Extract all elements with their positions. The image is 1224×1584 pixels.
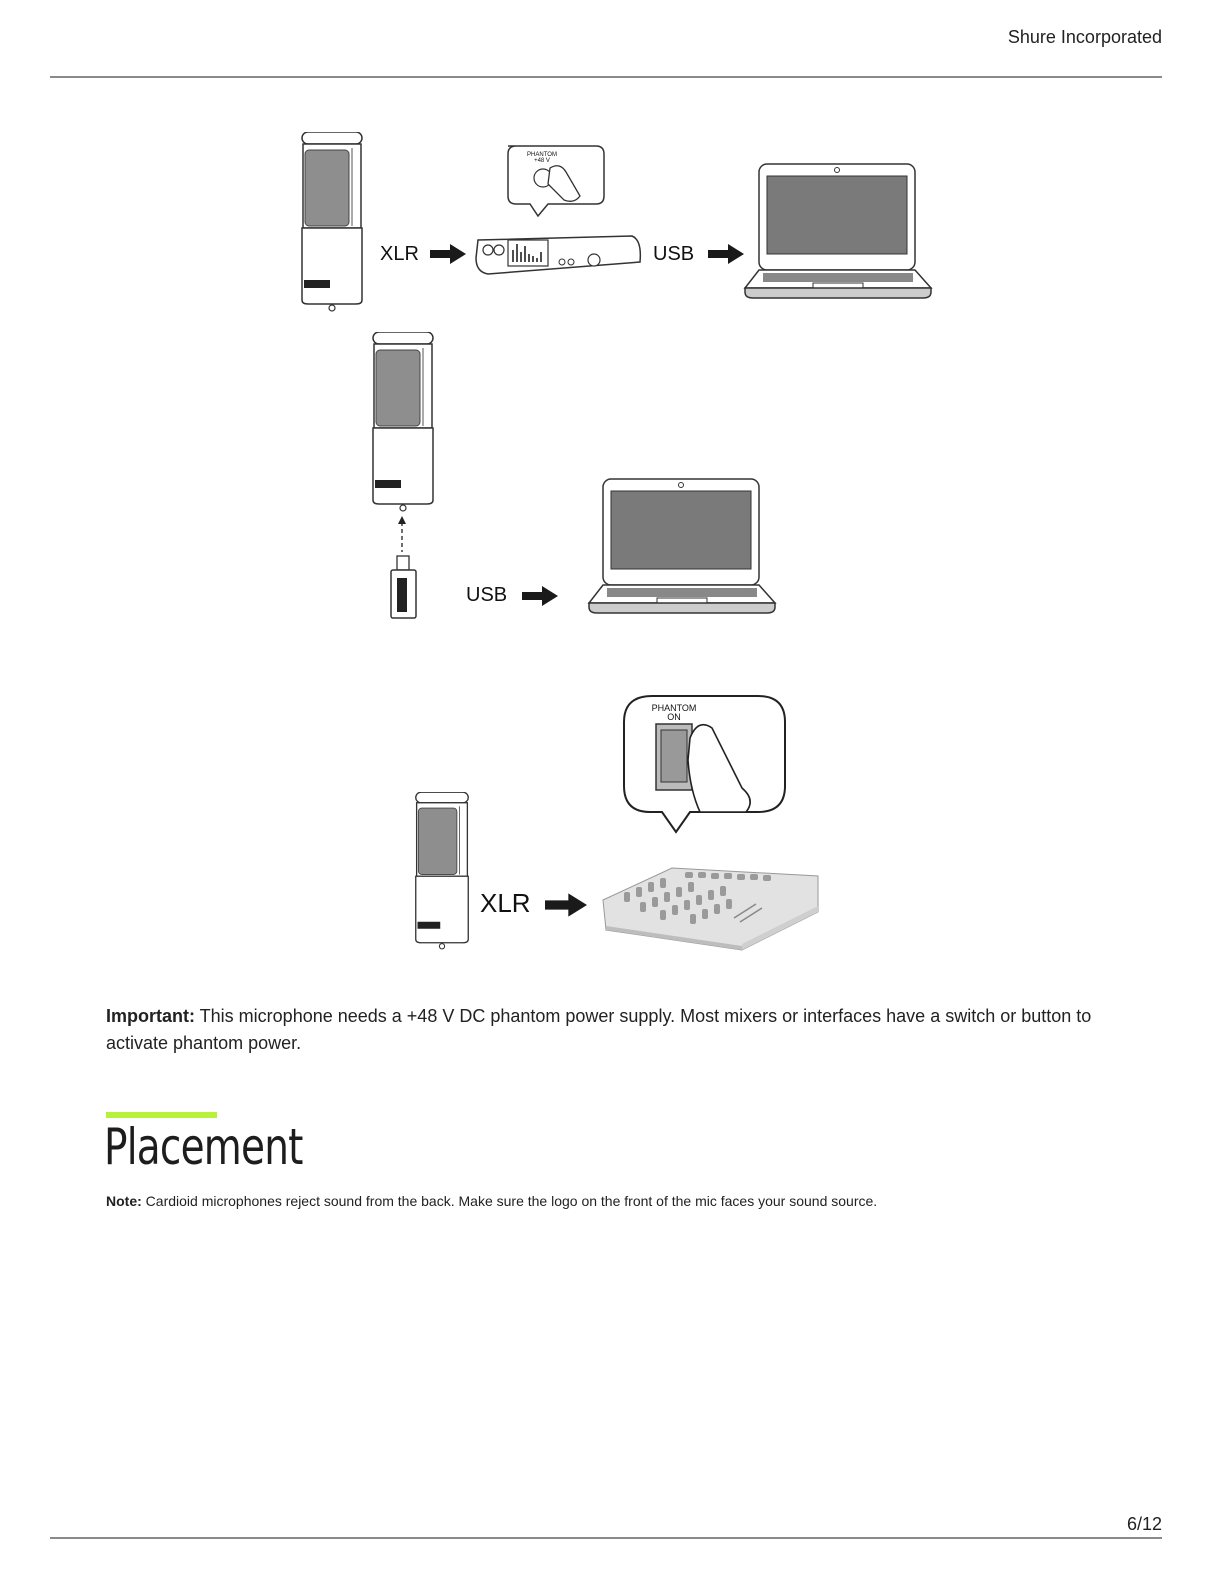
audio-interface-icon [476,146,640,274]
laptop-icon [745,164,931,298]
important-label: Important: [106,1006,195,1026]
arrow-right-icon [522,586,558,606]
laptop-icon [589,479,775,613]
phantom-switch-callout-icon [624,696,785,832]
microphone-icon [416,792,469,949]
row1-xlr-interface-usb [302,132,931,311]
xlr-label: XLR [380,243,419,265]
phantom-48v-label-line1: PHANTOM [527,152,557,158]
note-text: Cardioid microphones reject sound from the back. Make sure the logo on the front of the mic faces your sound source. [141,1193,878,1209]
note-paragraph [106,1193,877,1209]
section-title: Placement [104,1118,303,1176]
important-paragraph [106,1003,1106,1057]
footer-divider [50,1537,1162,1539]
phantom-on-label-line2: ON [667,712,681,722]
row2-usb-adapter [373,332,775,618]
usb-label: USB [466,584,508,606]
xlr-label: XLR [480,888,531,918]
header-company-name: Shure Incorporated [1007,27,1162,47]
mixer-icon [603,868,818,950]
arrow-right-icon [545,893,587,916]
usb-adapter-icon [391,516,416,618]
arrow-right-icon [430,244,466,264]
microphone-icon [373,332,433,511]
row3-xlr-mixer [416,696,818,950]
important-text: This microphone needs a +48 V DC phantom power supply. Most mixers or interfaces have a switch or button to activate phantom power. [106,1006,1092,1053]
microphone-icon [302,132,362,311]
usb-label: USB [653,243,695,265]
page-number: 6/12 [1126,1514,1162,1534]
phantom-on-label-line1: PHANTOM [651,703,697,713]
phantom-48v-label-line2: +48 V [534,158,550,164]
note-label: Note: [106,1193,142,1209]
arrow-right-icon [708,244,744,264]
